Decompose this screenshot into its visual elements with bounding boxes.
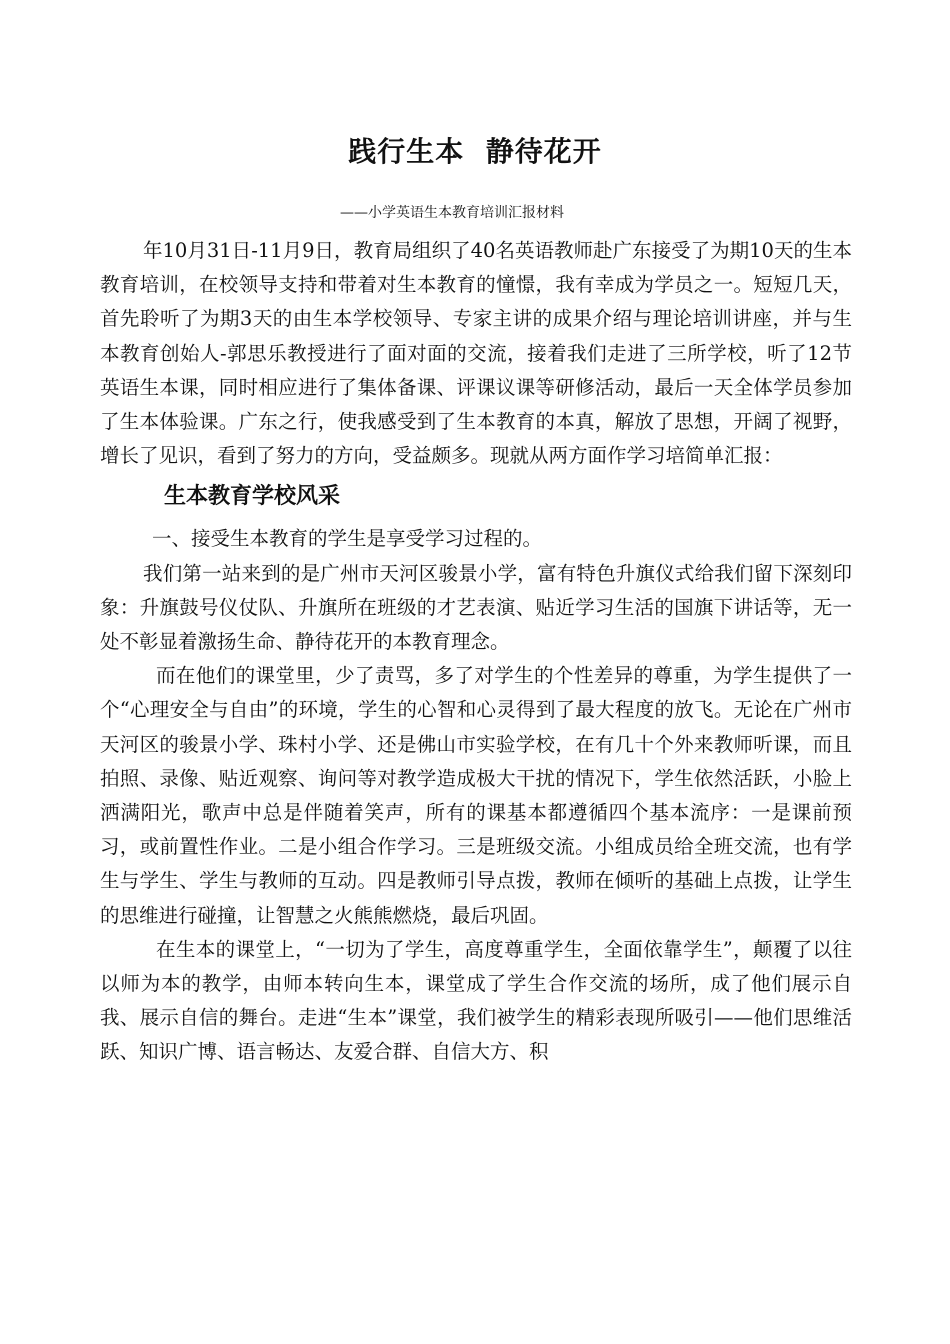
document-title: 践行生本 静待花开 [348, 135, 602, 168]
section-heading: 生本教育学校风采 [164, 483, 341, 510]
item-heading: 一、接受生本教育的学生是享受学习过程的。 [152, 527, 543, 551]
document-body [100, 234, 852, 1070]
body-paragraph-3: 在生本的课堂上，“一切为了学生，高度尊重学生，全面依靠学生”，颠覆了以往以师为本的教学，由师本转向生本，课堂成了学生合作交流的场所，成了他们展示自我、展示自信的舞台。走进“生本”课堂，我们被学生的精彩表现所吸引——他们思维活跃、知识广博、语言畅达、友爱合群、自信大方、积 [100, 937, 852, 1064]
body-paragraph-2: 而在他们的课堂里，少了责骂，多了对学生的个性差异的尊重，为学生提供了一个“心理安全与自由”的环境，学生的心智和心灵得到了最大程度的放飞。无论在广州市天河区的骏景小学、珠村小学、还是佛山市实验学校，在有几十个外来教师听课，而且拍照、录像、贴近观察、询问等对教学造成极大干扰的情况下，学生依然活跃，小脸上洒满阳光，歌声中总是伴随着笑声，所有的课基本都遵循四个基本流序：一是课前预习，或前置性作业。二是小组合作学习。三是班级交流。小组成员给全班交流，也有学生与学生、学生与教师的互动。四是教师引导点拨，教师在倾听的基础上点拨，让学生的思维进行碰撞，让智慧之火熊熊燃烧，最后巩固。 [100, 664, 852, 927]
document-subtitle: ——小学英语生本教育培训汇报材料 [340, 205, 564, 221]
body-paragraph-1: 我们第一站来到的是广州市天河区骏景小学，富有特色升旗仪式给我们留下深刻印象：升旗鼓号仪仗队、升旗所在班级的才艺表演、贴近学习生活的国旗下讲话等，无一处不彰显着激扬生命、静待花开的本教育理念。 [100, 561, 852, 654]
intro-paragraph: 年10月31日-11月9日，教育局组织了40名英语教师赴广东接受了为期10天的生本教育培训，在校领导支持和带着对生本教育的憧憬，我有幸成为学员之一。短短几天，首先聆听了为期3天的由生本学校领导、专家主讲的成果介绍与理论培训讲座，并与生本教育创始人-郭思乐教授进行了面对面的交流，接着我们走进了三所学校，听了12节英语生本课，同时相应进行了集体备课、评课议课等研修活动，最后一天全体学员参加了生本体验课。广东之行，使我感受到了生本教育的本真，解放了思想，开阔了视野，增长了见识，看到了努力的方向，受益颇多。现就从两方面作学习培简单汇报： [100, 239, 852, 468]
